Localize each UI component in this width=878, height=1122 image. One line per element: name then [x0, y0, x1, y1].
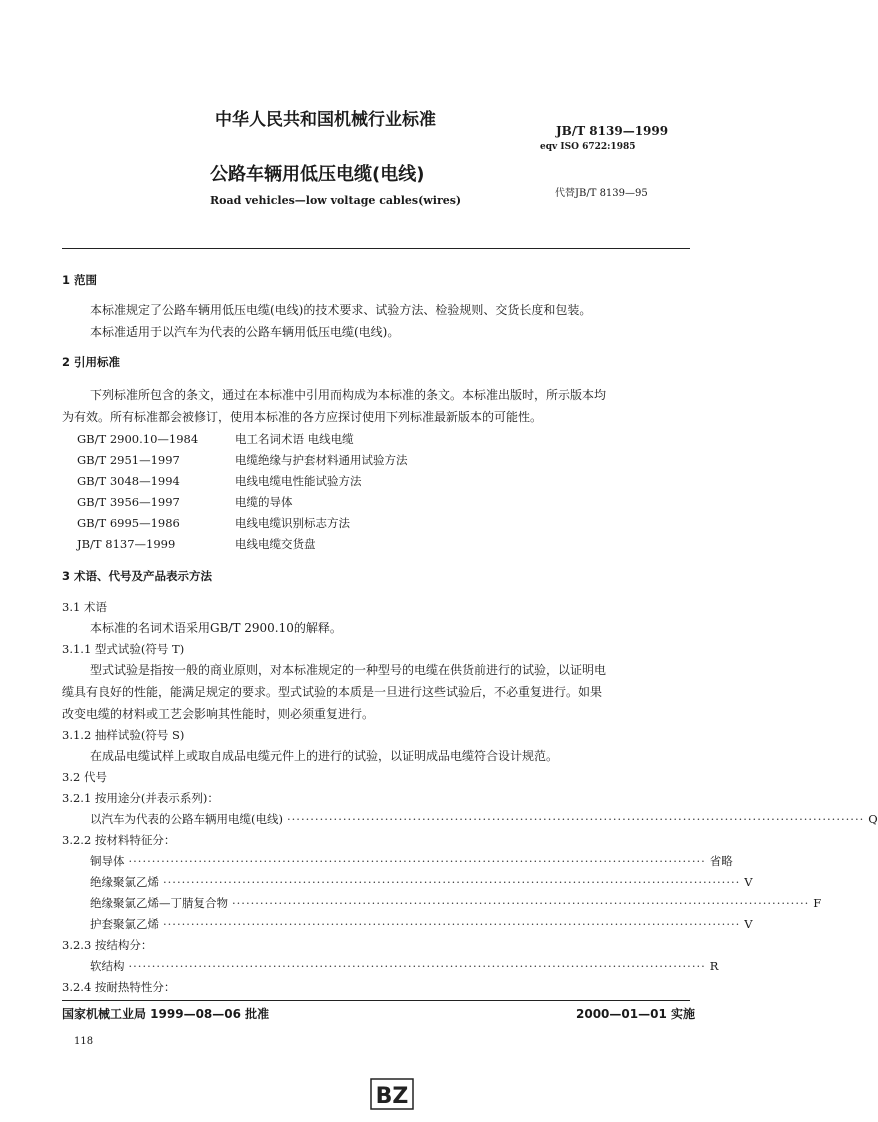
- effective-date: 2000—01—01 实施: [576, 1007, 695, 1021]
- approval-statement: 国家机械工业局 1999—08—06 批准: [62, 1007, 270, 1021]
- code-row-value: R: [709, 959, 719, 973]
- reference-name: 电线电缆交货盘: [235, 537, 316, 551]
- subsection-3-1-1-line-2: 缆具有良好的性能，能满足规定的要求。型式试验的本质是一旦进行这些试验后，不必重复进行。如果: [62, 685, 603, 699]
- section-1-heading: 1 范围: [62, 273, 98, 287]
- dot-leader: ····························································································································: [128, 854, 706, 868]
- page-number: 118: [74, 1036, 94, 1047]
- dot-leader: ····························································································································: [232, 896, 810, 910]
- section-2-heading: 2 引用标准: [62, 355, 121, 369]
- code-row-structure: [90, 958, 719, 974]
- code-row-label: 铜导体: [90, 854, 125, 868]
- reference-code: GB/T 3956—1997: [77, 495, 180, 509]
- code-row-value: V: [744, 917, 753, 931]
- document-title-en: Road vehicles—low voltage cables(wires): [210, 194, 462, 207]
- reference-name: 电线电缆电性能试验方法: [235, 474, 362, 488]
- reference-name: 电缆绝缘与护套材料通用试验方法: [235, 453, 408, 467]
- reference-code: GB/T 2900.10—1984: [77, 432, 199, 446]
- subsection-3-1-heading: 3.1 术语: [62, 600, 107, 614]
- code-row-label: 软结构: [90, 959, 125, 973]
- reference-name: 电缆的导体: [235, 495, 293, 509]
- code-row-value: Q: [868, 812, 878, 826]
- subsection-3-1-1-line-1: 型式试验是指按一般的商业原则，对本标准规定的一种型号的电缆在供货前进行的试验，以证明电: [90, 663, 607, 677]
- code-row-label: 绝缘聚氯乙烯—丁腈复合物: [90, 896, 228, 910]
- header-divider: [62, 248, 690, 249]
- reference-code: GB/T 3048—1994: [77, 474, 180, 488]
- code-row-material: [90, 895, 822, 911]
- logo-text: BZ: [375, 1084, 409, 1109]
- dot-leader: ····························································································································: [163, 875, 741, 889]
- section-1-paragraph-2: 本标准适用于以汽车为代表的公路车辆用低压电缆(电线)。: [90, 325, 400, 339]
- bz-logo-icon: [370, 1078, 414, 1110]
- code-row-material: [90, 916, 753, 932]
- subsection-3-1-2-paragraph: 在成品电缆试样上或取自成品电缆元件上的进行的试验，以证明成品电缆符合设计规范。: [90, 749, 559, 763]
- subsection-3-2-4-heading: 3.2.4 按耐热特性分：: [62, 980, 176, 994]
- document-title-cn: 公路车辆用低压电缆(电线): [210, 164, 425, 185]
- subsection-3-1-1-heading: 3.1.1 型式试验(符号 T): [62, 642, 185, 656]
- footer-divider: [62, 1000, 690, 1001]
- dot-leader: ····························································································································: [286, 812, 865, 826]
- dot-leader: ····························································································································: [163, 917, 741, 931]
- section-1-paragraph-1: 本标准规定了公路车辆用低压电缆(电线)的技术要求、试验方法、检验规则、交货长度和包装。: [90, 303, 592, 317]
- code-row-material: [90, 874, 753, 890]
- replaces-standard: 代替JB/T 8139—95: [555, 188, 648, 199]
- code-row-label: 绝缘聚氯乙烯: [90, 875, 159, 889]
- subsection-3-1-1-line-3: 改变电缆的材料或工艺会影响其性能时，则必须重复进行。: [62, 707, 375, 721]
- dot-leader: ····························································································································: [128, 959, 706, 973]
- code-row-value: F: [813, 896, 822, 910]
- code-row-label: 护套聚氯乙烯: [90, 917, 159, 931]
- subsection-3-2-2-heading: 3.2.2 按材料特征分：: [62, 833, 176, 847]
- section-3-heading: 3 术语、代号及产品表示方法: [62, 569, 213, 583]
- code-row-value: V: [744, 875, 753, 889]
- code-row-label: 以汽车为代表的公路车辆用电缆(电线): [90, 812, 283, 826]
- standard-organization: 中华人民共和国机械行业标准: [215, 110, 436, 130]
- section-2-paragraph-line-2: 为有效。所有标准都会被修订，使用本标准的各方应探讨使用下列标准最新版本的可能性。: [62, 410, 543, 424]
- reference-code: JB/T 8137—1999: [77, 537, 176, 551]
- subsection-3-2-1-heading: 3.2.1 按用途分(并表示系列)：: [62, 791, 219, 805]
- subsection-3-2-heading: 3.2 代号: [62, 770, 107, 784]
- subsection-3-1-paragraph: 本标准的名词术语采用GB/T 2900.10的解释。: [90, 621, 342, 635]
- equivalent-standard: eqv ISO 6722:1985: [540, 142, 636, 152]
- subsection-3-2-3-heading: 3.2.3 按结构分：: [62, 938, 153, 952]
- code-row-purpose: [90, 811, 878, 827]
- reference-code: GB/T 2951—1997: [77, 453, 180, 467]
- subsection-3-1-2-heading: 3.1.2 抽样试验(符号 S): [62, 728, 185, 742]
- code-row-material: [90, 853, 733, 869]
- reference-name: 电线电缆识别标志方法: [235, 516, 350, 530]
- code-row-value: 省略: [709, 854, 733, 868]
- section-2-paragraph-line-1: 下列标准所包含的条文，通过在本标准中引用而构成为本标准的条文。本标准出版时，所示版本均: [90, 388, 607, 402]
- reference-code: GB/T 6995—1986: [77, 516, 180, 530]
- reference-name: 电工名词术语 电线电缆: [235, 432, 354, 446]
- standard-number: JB/T 8139—1999: [556, 124, 669, 138]
